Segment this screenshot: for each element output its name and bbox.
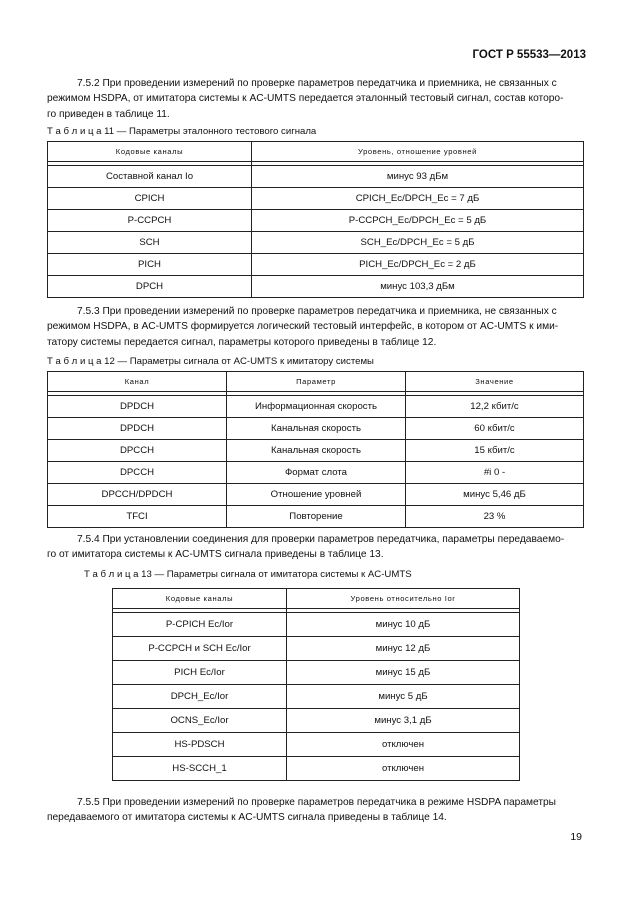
table-cell: P-CPICH Ec/Ior bbox=[113, 613, 287, 637]
table-row bbox=[48, 188, 584, 210]
table-cell: минус 93 дБм bbox=[252, 166, 584, 188]
table-cell: SCH_Ec/DPCH_Ec = 5 дБ bbox=[252, 232, 584, 254]
paragraph-7-5-5 bbox=[47, 795, 585, 826]
table-row bbox=[48, 232, 584, 254]
table-header-cell: Параметр bbox=[227, 372, 406, 392]
table-row bbox=[48, 210, 584, 232]
table-row bbox=[48, 396, 584, 418]
text-line: 7.5.2 При проведении измерений по проверке параметров передатчика и приемника, не связанных с bbox=[77, 78, 557, 89]
table-cell: DPCCH bbox=[48, 462, 227, 484]
table-header-cell: Уровень, отношение уровней bbox=[252, 142, 584, 162]
table-row bbox=[48, 276, 584, 298]
table-cell: 60 кбит/с bbox=[406, 418, 584, 440]
text-line: режимом HSDPA, от имитатора системы к AC-UMTS передается эталонный тестовый сигнал, состав которо- bbox=[47, 93, 564, 105]
paragraph-7-5-2 bbox=[47, 76, 585, 122]
table-13-caption: Т а б л и ц а 13 — Параметры сигнала от имитатора системы к AC-UMTS bbox=[84, 569, 412, 580]
table-cell: P-CCPCH bbox=[48, 210, 252, 232]
text-line: передаваемого от имитатора системы к AC-UMTS сигнала приведены в таблице 14. bbox=[47, 812, 447, 824]
text-line: го от имитатора системы к AC-UMTS сигнала приведены в таблице 13. bbox=[47, 549, 384, 561]
table-cell: минус 3,1 дБ bbox=[287, 709, 520, 733]
text-line: 7.5.3 При проведении измерений по проверке параметров передатчика и приемника, не связанных с bbox=[77, 306, 557, 317]
table-cell: P-CCPCH и SCH Ec/Ior bbox=[113, 637, 287, 661]
table-cell: P-CCPCH_Ec/DPCH_Ec = 5 дБ bbox=[252, 210, 584, 232]
table-cell: Информационная скорость bbox=[227, 396, 406, 418]
table-cell: Отношение уровней bbox=[227, 484, 406, 506]
table-cell: DPCCH/DPDCH bbox=[48, 484, 227, 506]
paragraph-7-5-4 bbox=[47, 532, 585, 563]
table-cell: SCH bbox=[48, 232, 252, 254]
page-number: 19 bbox=[570, 831, 582, 843]
text-line: 7.5.5 При проведении измерений по проверке параметров передатчика в режиме HSDPA параметры bbox=[77, 797, 556, 808]
table-row bbox=[113, 613, 520, 637]
table-cell: Составной канал Io bbox=[48, 166, 252, 188]
table-11 bbox=[47, 141, 584, 298]
table-row bbox=[113, 661, 520, 685]
table-cell: 15 кбит/с bbox=[406, 440, 584, 462]
table-cell: DPDCH bbox=[48, 396, 227, 418]
table-12-caption: Т а б л и ц а 12 — Параметры сигнала от AC-UMTS к имитатору системы bbox=[47, 356, 374, 367]
table-cell: минус 12 дБ bbox=[287, 637, 520, 661]
table-cell: минус 10 дБ bbox=[287, 613, 520, 637]
table-row bbox=[113, 733, 520, 757]
table-cell: HS-SCCH_1 bbox=[113, 757, 287, 781]
table-cell: 23 % bbox=[406, 506, 584, 528]
table-cell: Повторение bbox=[227, 506, 406, 528]
table-12 bbox=[47, 371, 584, 528]
table-header-cell: Кодовые каналы bbox=[48, 142, 252, 162]
table-cell: Канальная скорость bbox=[227, 418, 406, 440]
table-cell: PICH Ec/Ior bbox=[113, 661, 287, 685]
table-row bbox=[48, 254, 584, 276]
table-header-cell: Канал bbox=[48, 372, 227, 392]
table-cell: 12,2 кбит/с bbox=[406, 396, 584, 418]
table-cell: минус 5 дБ bbox=[287, 685, 520, 709]
text-line: режимом HSDPA, в AC-UMTS формируется логический тестовый интерфейс, в котором от AC-UMTS к ими- bbox=[47, 321, 559, 333]
table-header-cell: Уровень относительно Ior bbox=[287, 589, 520, 609]
table-cell: PICH bbox=[48, 254, 252, 276]
document-header: ГОСТ Р 55533—2013 bbox=[472, 49, 586, 61]
table-cell: DPDCH bbox=[48, 418, 227, 440]
table-row bbox=[113, 685, 520, 709]
table-cell: DPCH bbox=[48, 276, 252, 298]
table-row bbox=[113, 757, 520, 781]
table-header-cell: Значение bbox=[406, 372, 584, 392]
table-row bbox=[48, 166, 584, 188]
table-row bbox=[48, 506, 584, 528]
table-cell: OCNS_Ec/Ior bbox=[113, 709, 287, 733]
table-cell: отключен bbox=[287, 757, 520, 781]
table-11-caption: Т а б л и ц а 11 — Параметры эталонного тестового сигнала bbox=[47, 126, 317, 137]
table-cell: #i 0 - bbox=[406, 462, 584, 484]
table-cell: CPICH bbox=[48, 188, 252, 210]
table-row bbox=[48, 418, 584, 440]
text-line: го приведен в таблице 11. bbox=[47, 108, 170, 120]
table-cell: минус 103,3 дБм bbox=[252, 276, 584, 298]
table-cell: отключен bbox=[287, 733, 520, 757]
paragraph-7-5-3 bbox=[47, 304, 585, 350]
table-cell: минус 5,46 дБ bbox=[406, 484, 584, 506]
table-cell: Формат слота bbox=[227, 462, 406, 484]
table-13 bbox=[112, 588, 520, 781]
table-cell: CPICH_Ec/DPCH_Ec = 7 дБ bbox=[252, 188, 584, 210]
table-cell: минус 15 дБ bbox=[287, 661, 520, 685]
table-header-cell: Кодовые каналы bbox=[113, 589, 287, 609]
table-row bbox=[48, 440, 584, 462]
table-cell: PICH_Ec/DPCH_Ec = 2 дБ bbox=[252, 254, 584, 276]
text-line: татору системы передается сигнал, параметры которого приведены в таблице 12. bbox=[47, 336, 437, 348]
table-row bbox=[48, 462, 584, 484]
table-cell: TFCI bbox=[48, 506, 227, 528]
table-cell: HS-PDSCH bbox=[113, 733, 287, 757]
table-row bbox=[48, 484, 584, 506]
table-row bbox=[113, 637, 520, 661]
table-cell: DPCCH bbox=[48, 440, 227, 462]
table-cell: DPCH_Ec/Ior bbox=[113, 685, 287, 709]
table-row bbox=[113, 709, 520, 733]
table-cell: Канальная скорость bbox=[227, 440, 406, 462]
text-line: 7.5.4 При установлении соединения для проверки параметров передатчика, параметры передаваемо- bbox=[77, 534, 565, 545]
